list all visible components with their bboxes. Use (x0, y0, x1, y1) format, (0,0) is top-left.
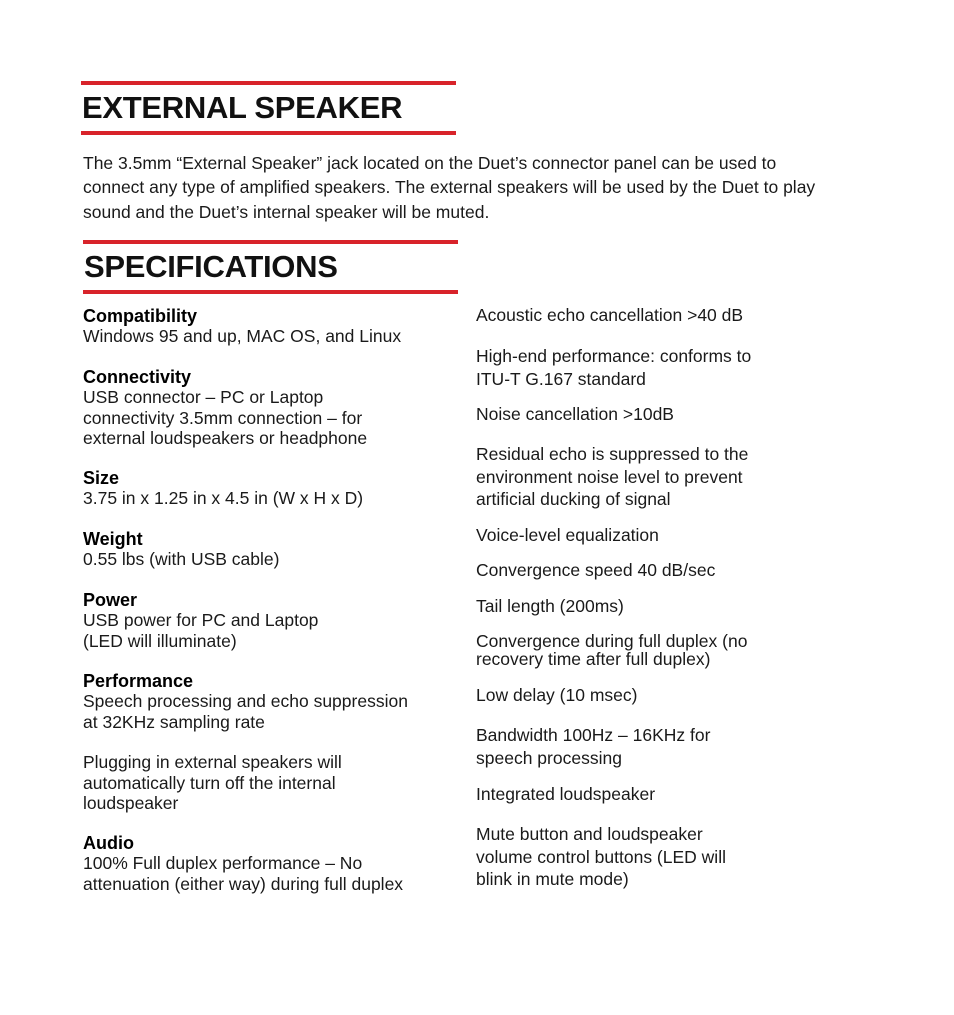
spec-size (83, 468, 453, 509)
spec-text: Windows 95 and up, MAC OS, and Linux (83, 326, 402, 346)
feature-item: Integrated loudspeaker (476, 784, 656, 804)
spec-compatibility (83, 306, 453, 347)
spec-text: 3.75 in x 1.25 in x 4.5 in (W x H x D) (83, 488, 364, 508)
feature-item: Noise cancellation >10dB (476, 404, 674, 424)
specs-rule-bottom (83, 290, 458, 294)
feature-item: Mute button and loudspeaker volume control buttons (LED will blink in mute mode) (476, 824, 726, 889)
feature-item: Residual echo is suppressed to the environment noise level to prevent artificial ducking of signal (476, 444, 749, 509)
feature-item: Convergence during full duplex (no recovery time after full duplex) (476, 631, 748, 669)
spec-text: Speech processing and echo suppression at 32KHz sampling rate (83, 691, 408, 732)
feature-item: High-end performance: conforms to ITU-T G.167 standard (476, 346, 752, 389)
specifications-heading: SPECIFICATIONS (84, 249, 338, 284)
spec-audio (83, 833, 453, 894)
spec-title: Audio (83, 833, 134, 853)
spec-text: 0.55 lbs (with USB cable) (83, 549, 280, 569)
spec-connectivity (83, 367, 453, 449)
spec-plugging-note (83, 752, 453, 814)
external-speaker-heading: EXTERNAL SPEAKER (82, 90, 403, 125)
heading-rule-bottom (81, 131, 456, 135)
spec-performance (83, 671, 453, 732)
spec-text: 100% Full duplex performance – No attenuation (either way) during full duplex (83, 853, 404, 894)
spec-power (83, 590, 453, 651)
spec-title: Power (83, 590, 138, 610)
spec-title: Performance (83, 671, 194, 691)
feature-item: Low delay (10 msec) (476, 685, 638, 705)
feature-item: Bandwidth 100Hz – 16KHz for speech processing (476, 725, 711, 768)
spec-title: Size (83, 468, 120, 488)
feature-item: Voice-level equalization (476, 525, 659, 545)
feature-item: Tail length (200ms) (476, 596, 624, 616)
heading-rule-top (81, 81, 456, 85)
spec-weight (83, 529, 453, 570)
specs-rule-top (83, 240, 458, 244)
external-speaker-body: The 3.5mm “External Speaker” jack located on the Duet’s connector panel can be used to connect any type of amplified speakers. The external speakers will be used by the Duet to play sound and the Duet’s internal speaker will be muted. (83, 153, 816, 222)
feature-item: Acoustic echo cancellation >40 dB (476, 305, 744, 325)
spec-title: Compatibility (83, 306, 198, 326)
feature-item: Convergence speed 40 dB/sec (476, 560, 716, 580)
spec-title: Weight (83, 529, 143, 549)
spec-text: USB power for PC and Laptop (LED will illuminate) (83, 610, 319, 651)
spec-text: Plugging in external speakers will automatically turn off the internal loudspeaker (83, 752, 342, 813)
spec-title: Connectivity (83, 367, 192, 387)
spec-text: USB connector – PC or Laptop connectivity 3.5mm connection – for external loudspeakers or headphone (83, 387, 368, 448)
